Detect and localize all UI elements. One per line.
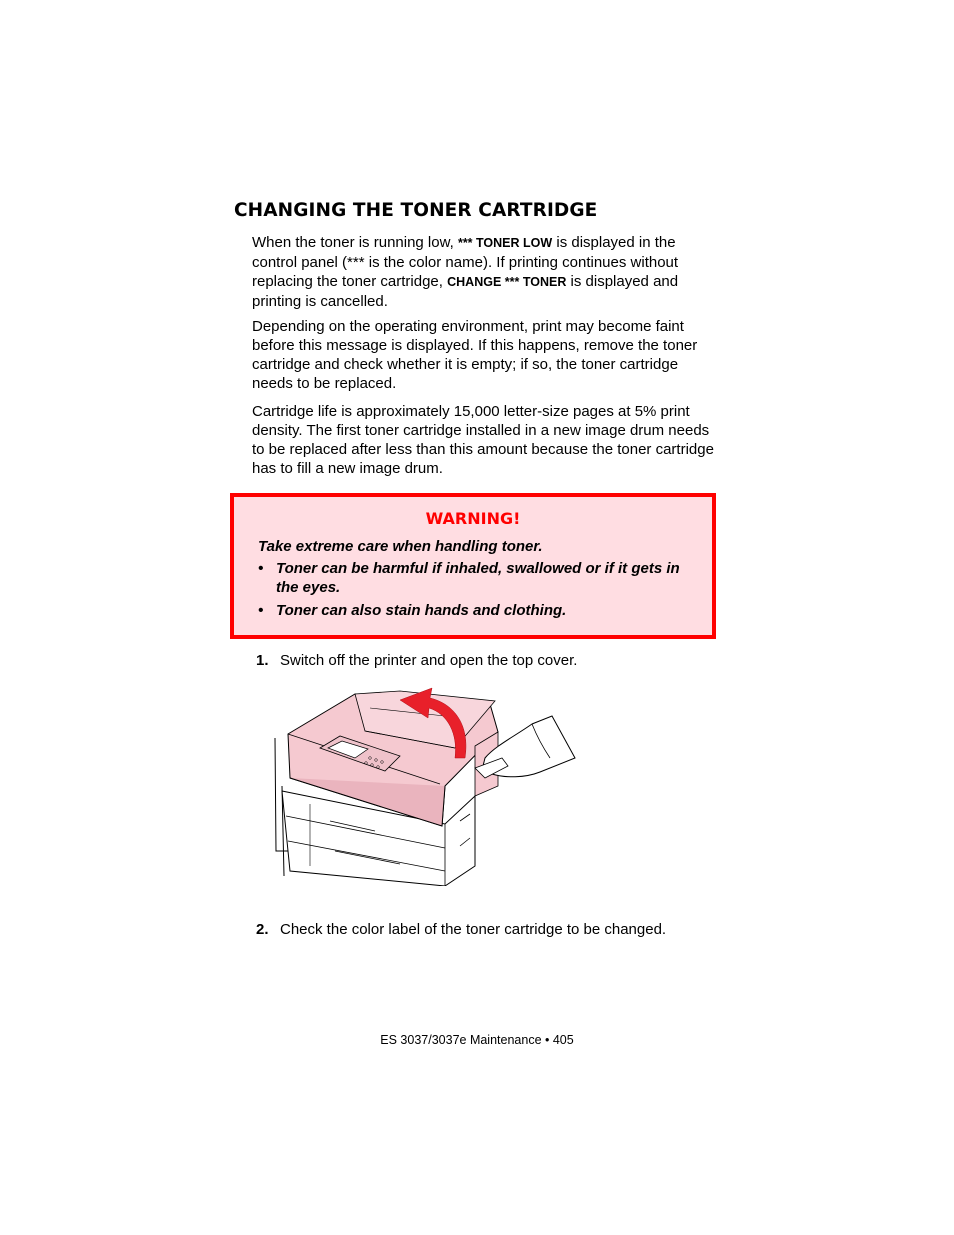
section-title: CHANGING THE TONER CARTRIDGE [234,200,598,221]
p1-text-a: When the toner is running low, [252,234,458,251]
warning-bullet [258,559,688,596]
toner-low-message: *** TONER LOW [457,236,553,250]
paragraph-cartridge-life: Cartridge life is approximately 15,000 letter-size pages at 5% print density. The first toner cartridge installed in a new image drum needs to be replaced after less than this amount because the toner cartridge has to fill a new image drum. [252,403,714,477]
paragraph-toner-low [252,233,722,311]
step-text: Switch off the printer and open the top cover. [280,652,578,669]
paragraph-operating-environment: Depending on the operating environment, print may become faint before this message is displayed. If this happens, remove the toner cartridge and check whether it is empty; if so, the toner cartridge needs to be replaced. [252,318,698,392]
p1-text-b: is displayed in the control panel (*** is the color name). If printing continues without replacing the toner cartridge, [252,234,679,290]
warning-bullet-text: Toner can also stain hands and clothing. [276,602,567,619]
warning-bullet-text: Toner can be harmful if inhaled, swallowed or if it gets in the eyes. [276,560,680,596]
step-2 [256,920,666,939]
warning-bullet [258,601,688,620]
step-1 [256,651,577,670]
step-number: 2. [256,921,269,938]
warning-box [230,493,716,639]
warning-title: WARNING! [425,509,521,528]
printer-open-cover-illustration [270,686,580,886]
p1-text-c: is displayed and printing is cancelled. [252,273,679,310]
bullet-char: • [258,560,264,577]
step-text: Check the color label of the toner cartridge to be changed. [280,921,667,938]
bullet-char: • [258,602,264,619]
change-toner-message: CHANGE *** TONER [447,275,567,289]
page-footer: ES 3037/3037e Maintenance • 405 [380,1033,574,1047]
step-number: 1. [256,652,269,669]
warning-intro: Take extreme care when handling toner. [258,538,543,555]
